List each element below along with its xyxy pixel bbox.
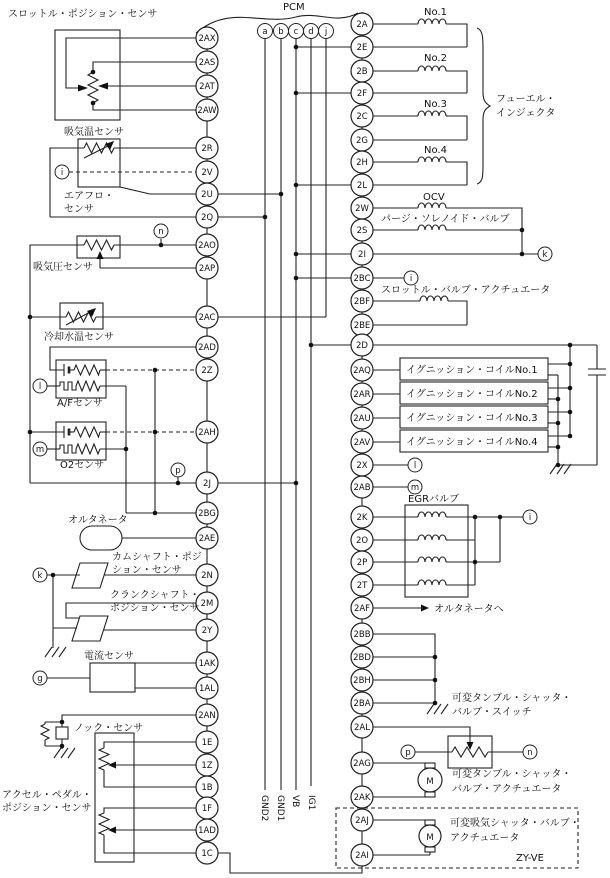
link-connector-p [171, 463, 185, 477]
pin-2C [351, 105, 373, 127]
pin-2AN [196, 704, 218, 726]
pin-2P [351, 551, 373, 573]
pin-label: 2P [356, 558, 368, 568]
to-alternator-label: オルタネータへ [434, 604, 504, 615]
pin-label: 2F [356, 89, 368, 99]
pin-1Z [196, 754, 218, 776]
ignition-coil-no1-label: イグニッション・コイルNo.1 [406, 365, 538, 376]
pin-label: 2E [356, 43, 368, 53]
pin-label: 2AS [198, 58, 216, 68]
egr-coil-2-icon [418, 535, 446, 540]
tumble-actuator-motor-icon [418, 763, 442, 797]
pin-label: 2AH [198, 428, 216, 438]
app-resistor2-icon [99, 813, 109, 835]
pin-2AH [196, 421, 218, 443]
pin-label: 1AK [198, 659, 216, 669]
camshaft-position-sensor-label: ション・センサ [112, 565, 182, 576]
pin-label: 2N [201, 571, 213, 581]
connector-label: m [35, 445, 45, 455]
power-rail-labels [259, 795, 316, 821]
right-device-labels [381, 7, 580, 844]
pin-label: 2AP [198, 264, 216, 274]
connector-label: p [405, 748, 411, 758]
pin-2K [351, 506, 373, 528]
power-rail-GND2: GND2 [259, 795, 269, 822]
pin-1F [196, 797, 218, 819]
ignition-coil-no4-label: イグニッション・コイルNo.4 [406, 437, 538, 448]
pin-label: 2M [200, 599, 214, 609]
pin-label: 1AL [199, 684, 215, 694]
pin-2I [351, 243, 373, 265]
pin-1B [196, 776, 218, 798]
knock-sensor-label: ノック・センサ [74, 723, 144, 734]
af-sensor-label: A/Fセンサ [57, 398, 103, 409]
egr-coil-1-icon [418, 512, 446, 517]
connector-label: i [528, 513, 532, 523]
pin-2AP [196, 257, 218, 279]
pin-2R [196, 137, 218, 159]
connector-label: k [37, 571, 43, 581]
airflow-sensor-label: エアフロ・ [64, 191, 114, 202]
pin-2N [196, 564, 218, 586]
pin-1E [196, 731, 218, 753]
pin-label: 2W [355, 204, 369, 214]
accel-pedal-sensor-box [95, 733, 134, 862]
intake-pressure-sensor-label: 吸気圧センサ [33, 262, 93, 273]
current-sensor-label: 電流センサ [84, 651, 134, 662]
link-connector-i [55, 165, 69, 179]
pin-label: 2AB [353, 483, 371, 493]
connector-label: j [324, 27, 328, 37]
o2-sensor-label: O2センサ [60, 460, 105, 471]
pin-2AD [196, 336, 218, 358]
pin-2H [351, 151, 373, 173]
pin-2Q [196, 206, 218, 228]
power-rail-VB: VB [290, 795, 300, 808]
pin-2E [351, 36, 373, 58]
intake-shutter-actuator-motor-icon [419, 820, 441, 852]
pin-2AC [196, 306, 218, 328]
connector-label: n [527, 748, 533, 758]
connector-label: a [262, 27, 268, 37]
pin-2AG [351, 752, 373, 774]
pin-2AX [196, 27, 218, 49]
link-connector-k [538, 247, 552, 261]
pin-2AF [351, 597, 373, 619]
pin-2W [351, 197, 373, 219]
pin-label: 2AE [198, 534, 216, 544]
right-pin-column [351, 13, 373, 866]
accelerator-pedal-position-sensor-label: アクセル・ペダル・ [2, 790, 92, 801]
link-connector-p [401, 745, 415, 759]
o2-resistor-icon [74, 427, 100, 437]
pin-label: 2C [356, 112, 368, 122]
pin-label: 2BC [353, 274, 371, 284]
pin-label: 2X [356, 461, 368, 471]
fuel-injector-label: フューエル・ [496, 94, 556, 105]
pin-2AW [196, 99, 218, 121]
camshaft-position-sensor-label: カムシャフト・ポジ [112, 552, 202, 563]
pin-label: 2AG [353, 759, 371, 769]
top-connector-a [258, 24, 273, 39]
crankshaft-sensor-icon [72, 616, 108, 641]
pin-2Y [196, 619, 218, 641]
pin-label: 2S [356, 226, 368, 236]
ocv-coil-icon [418, 203, 446, 208]
pin-2T [351, 574, 373, 596]
pin-2S [351, 219, 373, 241]
variable-tumble-shutter-valve-switch-label: 可変タンブル・シャッタ・ [452, 693, 572, 704]
pin-label: 2AX [198, 34, 216, 44]
pin-label: 2L [356, 181, 368, 191]
pin-label: 2Z [201, 366, 213, 376]
pin-label: 2O [355, 536, 369, 546]
pin-label: 2AW [197, 106, 217, 116]
injector-no4-label: No.4 [424, 145, 447, 156]
accelerator-pedal-position-sensor-label: ポジション・センサ [2, 803, 92, 814]
top-connector-d [304, 24, 319, 39]
pin-label: 2A [356, 20, 368, 30]
pin-2AI [351, 844, 373, 866]
throttle-valve-actuator-label: スロットル・バルブ・アクチュエータ [381, 285, 551, 296]
connector-label: c [293, 27, 299, 37]
pin-2BG [196, 502, 218, 524]
ocv-label: OCV [423, 192, 445, 203]
pin-label: 1Z [201, 761, 213, 771]
throttle-actuator-coil-icon [420, 296, 448, 301]
pin-label: 2BE [353, 321, 371, 331]
app-resistor1-icon [99, 748, 109, 770]
top-connector-b [274, 24, 289, 39]
motor-label: M [426, 833, 434, 843]
variable-tumble-shutter-valve-switch-label: バルブ・スイッチ [452, 707, 532, 718]
injector-coil-3-icon [418, 111, 446, 116]
pin-2J [196, 472, 218, 494]
pin-2BD [351, 646, 373, 668]
engine-code-label: ZY-VE [516, 853, 544, 864]
variable-intake-shutter-valve-actuator-label: アクチュエータ [450, 833, 520, 844]
pin-2A [351, 13, 373, 35]
injector-coil-4-icon [418, 157, 446, 162]
pin-label: 2D [356, 341, 368, 351]
pin-2BB [351, 623, 373, 645]
pin-label: 2AO [198, 241, 216, 251]
injector-no1-label: No.1 [424, 7, 447, 18]
throttle-position-sensor-label: スロットル・ポジション・センサ [8, 9, 158, 20]
purge-solenoid-valve-label: パージ・ソレノイド・バルブ [381, 214, 510, 225]
pin-2G [351, 129, 373, 151]
airflow-sensor-label: センサ [64, 204, 94, 215]
top-connector-j [319, 24, 334, 39]
pin-2O [351, 529, 373, 551]
pin-label: 1C [201, 849, 213, 859]
power-rail-IG1: IG1 [306, 795, 316, 811]
pin-label: 2BH [353, 676, 371, 686]
injector-coil-1-icon [418, 19, 446, 24]
coolant-temp-sensor-label: 冷却水温センサ [44, 332, 114, 343]
ignition-coil-no2-label: イグニッション・コイルNo.2 [406, 389, 538, 400]
egr-coil-4-icon [418, 580, 446, 585]
link-connector-n [523, 745, 537, 759]
pin-2AE [196, 527, 218, 549]
pin-1AD [196, 819, 218, 841]
pin-2X [351, 454, 373, 476]
variable-intake-shutter-valve-actuator-label: 可変吸気シャッタ・バルブ・ [450, 818, 580, 829]
link-connector-g [33, 671, 47, 685]
pin-label: 2G [356, 136, 368, 146]
link-connector-m [408, 480, 422, 494]
fuel-injector-brace [477, 28, 490, 184]
pin-label: 2AR [353, 390, 371, 400]
pin-2B [351, 60, 373, 82]
pin-2BF [351, 290, 373, 312]
pin-1AL [196, 677, 218, 699]
pcm-title: PCM [283, 2, 305, 13]
tps-resistor-icon [88, 72, 98, 103]
pin-label: 2AT [199, 82, 215, 92]
pin-label: 2Y [201, 626, 213, 636]
pin-label: 2AL [354, 723, 370, 733]
injector-no3-label: No.3 [424, 99, 447, 110]
pin-2AQ [351, 359, 373, 381]
link-connector-l [33, 379, 47, 393]
left-device-labels [2, 8, 202, 814]
pin-1AK [196, 652, 218, 674]
power-rail-GND1: GND1 [275, 795, 285, 822]
egr-valve-label: EGRバルブ [408, 494, 460, 505]
connector-label: b [278, 27, 284, 37]
pin-label: 2BD [353, 653, 371, 663]
pin-label: 2B [356, 67, 368, 77]
pin-label: 2BB [353, 630, 371, 640]
fuel-injector-label: インジェクタ [496, 108, 556, 119]
capacitor-icon [588, 369, 606, 375]
pin-label: 1B [201, 783, 213, 793]
pin-2AB [351, 476, 373, 498]
pin-2BE [351, 314, 373, 336]
pin-label: 2AF [353, 604, 371, 614]
link-connector-m [33, 442, 47, 456]
o2-heater-icon [60, 445, 76, 453]
link-connector-k [33, 568, 47, 582]
pin-label: 2J [203, 479, 211, 489]
map-resistor-icon [84, 240, 114, 250]
link-connector-l [408, 458, 422, 472]
alternator-label: オルタネータ [68, 515, 128, 526]
pin-2AV [351, 431, 373, 453]
pin-label: 1AD [198, 826, 216, 836]
pin-label: 2V [201, 168, 213, 178]
top-connectors [258, 24, 334, 39]
pin-label: 2BG [198, 509, 216, 519]
af-resistor-icon [74, 365, 100, 375]
connector-label: n [158, 227, 164, 237]
pin-label: 2U [201, 190, 213, 200]
pin-2D [351, 334, 373, 356]
af-battery-icon [64, 364, 69, 376]
link-connector-i [523, 510, 537, 524]
current-sensor-box [90, 663, 135, 692]
pin-2AS [196, 51, 218, 73]
ignition-coil-no3-label: イグニッション・コイルNo.3 [406, 413, 538, 424]
connector-label: i [60, 168, 64, 178]
motor-label: M [426, 777, 434, 787]
crankshaft-position-sensor-label: クランクシャフト・ [110, 590, 200, 601]
pin-2U [196, 183, 218, 205]
egr-valve-box [405, 505, 468, 597]
pin-label: 2Q [200, 213, 214, 223]
egr-coil-3-icon [418, 557, 446, 562]
injector-coil-2-icon [418, 66, 446, 71]
connector-label: l [413, 461, 417, 471]
connector-label: i [409, 274, 413, 284]
pin-label: 1E [201, 738, 213, 748]
pin-label: 2AV [353, 438, 371, 448]
connector-label: d [308, 27, 314, 37]
intake-air-temp-sensor-label: 吸気温センサ [64, 127, 124, 138]
link-connector-n [154, 224, 168, 238]
pin-2BC [351, 267, 373, 289]
pin-label: 2I [358, 250, 366, 260]
pin-label: 2AN [198, 711, 216, 721]
pin-label: 2AU [353, 414, 371, 424]
top-connector-c [289, 24, 304, 39]
connector-label: p [175, 466, 181, 476]
pin-label: 2BF [353, 297, 371, 307]
af-heater-icon [60, 382, 76, 390]
pin-label: 2T [356, 581, 368, 591]
crankshaft-position-sensor-label: ポジション・センサ [110, 603, 200, 614]
connector-label: l [38, 382, 42, 392]
pin-label: 2AK [353, 793, 371, 803]
pin-2AR [351, 383, 373, 405]
pin-label: 2AJ [355, 816, 369, 826]
pin-label: 1F [201, 804, 213, 814]
knock-resistor-icon [41, 724, 49, 740]
pin-2V [196, 161, 218, 183]
pin-2BH [351, 669, 373, 691]
connector-label: k [542, 250, 548, 260]
pin-1C [196, 842, 218, 864]
injector-no2-label: No.2 [424, 53, 447, 64]
pin-2Z [196, 359, 218, 381]
pin-2AJ [351, 809, 373, 831]
o2-battery-icon [64, 426, 69, 438]
pin-label: 2AQ [353, 366, 371, 376]
connector-label: m [410, 483, 420, 493]
pin-2AU [351, 407, 373, 429]
pin-2AL [351, 716, 373, 738]
pin-label: 2AC [198, 313, 216, 323]
alternator-icon [80, 526, 122, 550]
pin-2AT [196, 75, 218, 97]
link-connector-i [404, 271, 418, 285]
pin-label: 2R [201, 144, 213, 154]
pin-2L [351, 174, 373, 196]
pin-label: 2AI [355, 851, 369, 861]
connector-label: g [37, 674, 43, 684]
pin-2BA [351, 692, 373, 714]
variable-tumble-shutter-valve-actuator-label: バルブ・アクチュエータ [452, 784, 562, 795]
pin-label: 2AD [198, 343, 216, 353]
pin-label: 2K [356, 513, 368, 523]
knock-piezo-icon [56, 727, 68, 739]
pin-label: 2H [356, 158, 368, 168]
variable-tumble-shutter-valve-actuator-label: 可変タンブル・シャッタ・ [452, 769, 572, 780]
pin-label: 2BA [353, 699, 371, 709]
pin-2AO [196, 234, 218, 256]
purge-coil-icon [418, 225, 446, 230]
pin-2F [351, 82, 373, 104]
pin-2AK [351, 786, 373, 808]
